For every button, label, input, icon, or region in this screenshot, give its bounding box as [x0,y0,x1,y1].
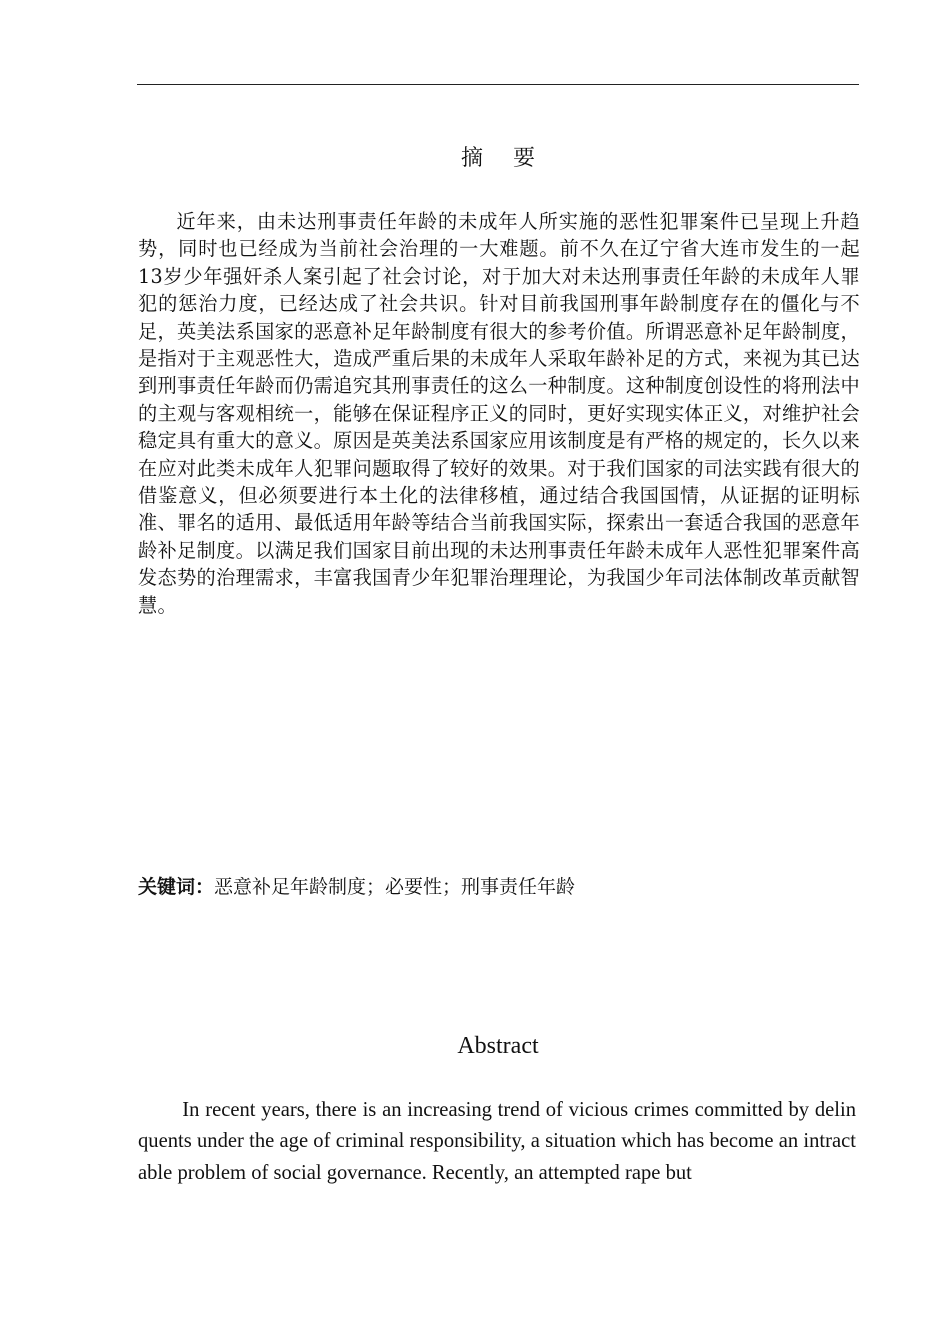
header-rule [137,84,859,85]
abstract-en-title: Abstract [457,1033,539,1059]
abstract-en-body: In recent years, there is an increasing trend of vicious crimes committed by delinquents under the age of criminal responsibility, a situation which has become an intractable problem of social governance. Recently, an attempted rape but [138,1099,856,1184]
keywords-items: 恶意补足年龄制度；必要性；刑事责任年龄 [214,876,576,898]
keywords-label: 关键词： [138,876,215,898]
keywords-line [138,873,860,901]
abstract-cn-title: 摘要 [460,146,565,171]
abstract-cn-body: 近年来，由未达刑事责任年龄的未成年人所实施的恶性犯罪案件已呈现上升趋势，同时也已经成为当前社会治理的一大难题。前不久在辽宁省大连市发生的一起13岁少年强奸杀人案引起了社会讨论，对于加大对未达刑事责任年龄的未成年人罪犯的惩治力度，已经达成了社会共识。针对目前我国刑事年龄制度存在的僵化与不足，英美法系国家的恶意补足年龄制度有很大的参考价值。所谓恶意补足年龄制度，是指对于主观恶性大，造成严重后果的未成年人采取年龄补足的方式，来视为其已达到刑事责任年龄而仍需追究其刑事责任的这么一种制度。这种制度创设性的将刑法中的主观与客观相统一，能够在保证程序正义的同时，更好实现实体正义，对维护社会稳定具有重大的意义。原因是英美法系国家应用该制度是有严格的规定的，长久以来在应对此类未成年人犯罪问题取得了较好的效果。对于我们国家的司法实践有很大的借鉴意义，但必须要进行本土化的法律移植，通过结合我国国情，从证据的证明标准、罪名的适用、最低适用年龄等结合当前我国实际，探索出一套适合我国的恶意年龄补足制度。以满足我们国家目前出现的未达刑事责任年龄未成年人恶性犯罪案件高发态势的治理需求，丰富我国青少年犯罪治理理论，为我国少年司法体制改革贡献智慧。 [138,210,860,617]
